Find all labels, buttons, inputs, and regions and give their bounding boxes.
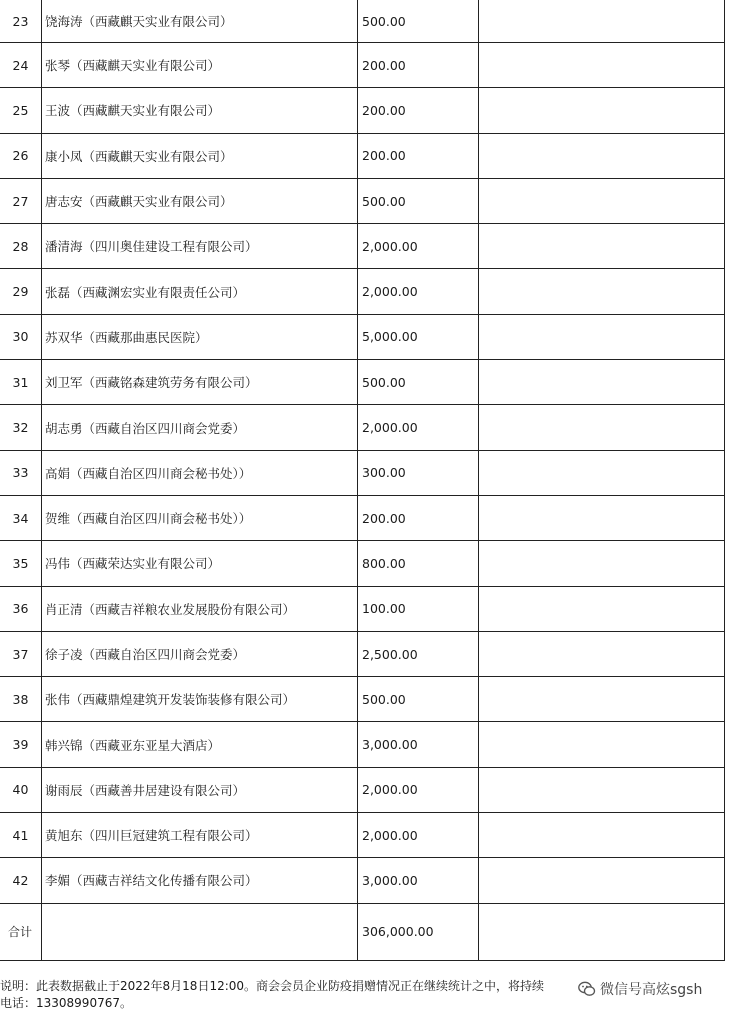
donor-name: 苏双华（西藏那曲惠民医院） <box>42 314 358 359</box>
row-number: 34 <box>0 495 42 540</box>
row-number: 28 <box>0 224 42 269</box>
table-row <box>0 858 725 903</box>
donor-name: 唐志安（西藏麒天实业有限公司） <box>42 178 358 223</box>
table-row <box>0 541 725 586</box>
table-row <box>0 495 725 540</box>
row-number: 26 <box>0 133 42 178</box>
row-number: 36 <box>0 586 42 631</box>
table-row <box>0 178 725 223</box>
remark-cell <box>479 269 725 314</box>
remark-cell <box>479 88 725 133</box>
donation-amount: 2,000.00 <box>358 224 479 269</box>
table-row <box>0 450 725 495</box>
remark-cell <box>479 722 725 767</box>
table-row <box>0 133 725 178</box>
donation-amount: 500.00 <box>358 178 479 223</box>
row-number: 38 <box>0 677 42 722</box>
wechat-watermark <box>578 978 702 1000</box>
donor-name: 李媚（西藏吉祥结文化传播有限公司） <box>42 858 358 903</box>
table-row <box>0 0 725 43</box>
donor-name: 胡志勇（西藏自治区四川商会党委） <box>42 405 358 450</box>
row-number: 37 <box>0 631 42 676</box>
donation-amount: 2,000.00 <box>358 269 479 314</box>
row-number: 40 <box>0 767 42 812</box>
donor-name: 韩兴锦（西藏亚东亚星大酒店） <box>42 722 358 767</box>
total-name-cell <box>42 903 358 960</box>
table-row <box>0 360 725 405</box>
row-number: 32 <box>0 405 42 450</box>
donor-name: 康小凤（西藏麒天实业有限公司） <box>42 133 358 178</box>
donation-amount: 2,000.00 <box>358 405 479 450</box>
donor-name: 王波（西藏麒天实业有限公司） <box>42 88 358 133</box>
donor-name: 谢雨辰（西藏善井居建设有限公司） <box>42 767 358 812</box>
remark-cell <box>479 360 725 405</box>
donation-amount: 200.00 <box>358 43 479 88</box>
donation-amount: 5,000.00 <box>358 314 479 359</box>
donor-name: 张琴（西藏麒天实业有限公司） <box>42 43 358 88</box>
remark-cell <box>479 858 725 903</box>
donation-amount: 100.00 <box>358 586 479 631</box>
donor-name: 张伟（西藏鼎煌建筑开发装饰装修有限公司） <box>42 677 358 722</box>
table-row <box>0 767 725 812</box>
row-number: 41 <box>0 813 42 858</box>
remark-cell <box>479 224 725 269</box>
row-number: 31 <box>0 360 42 405</box>
total-amount: 306,000.00 <box>358 903 479 960</box>
row-number: 27 <box>0 178 42 223</box>
donor-name: 潘清海（四川奥佳建设工程有限公司） <box>42 224 358 269</box>
donor-name: 黄旭东（四川巨冠建筑工程有限公司） <box>42 813 358 858</box>
table-row <box>0 314 725 359</box>
table-row <box>0 722 725 767</box>
table-row <box>0 43 725 88</box>
donation-amount: 2,000.00 <box>358 813 479 858</box>
table-row <box>0 631 725 676</box>
remark-cell <box>479 541 725 586</box>
remark-cell <box>479 631 725 676</box>
row-number: 35 <box>0 541 42 586</box>
donation-amount: 2,500.00 <box>358 631 479 676</box>
remark-cell <box>479 405 725 450</box>
row-number: 29 <box>0 269 42 314</box>
remark-cell <box>479 314 725 359</box>
donor-name: 冯伟（西藏荣达实业有限公司） <box>42 541 358 586</box>
remark-cell <box>479 767 725 812</box>
table-row <box>0 405 725 450</box>
row-number: 30 <box>0 314 42 359</box>
remark-cell <box>479 450 725 495</box>
donor-name: 徐子凌（西藏自治区四川商会党委） <box>42 631 358 676</box>
donation-amount: 2,000.00 <box>358 767 479 812</box>
remark-cell <box>479 586 725 631</box>
donation-amount: 500.00 <box>358 0 479 43</box>
row-number: 23 <box>0 0 42 43</box>
wechat-icon <box>578 981 596 997</box>
table-row <box>0 269 725 314</box>
donor-name: 肖正清（西藏吉祥粮农业发展股份有限公司） <box>42 586 358 631</box>
remark-cell <box>479 133 725 178</box>
donation-amount: 3,000.00 <box>358 858 479 903</box>
donor-name: 张磊（西藏渊宏实业有限责任公司） <box>42 269 358 314</box>
row-number: 33 <box>0 450 42 495</box>
donation-amount: 200.00 <box>358 495 479 540</box>
table-row <box>0 88 725 133</box>
row-number: 25 <box>0 88 42 133</box>
remark-cell <box>479 813 725 858</box>
remark-cell <box>479 43 725 88</box>
total-label: 合计 <box>0 903 42 960</box>
donation-amount: 500.00 <box>358 360 479 405</box>
table-row <box>0 224 725 269</box>
row-number: 24 <box>0 43 42 88</box>
remark-cell <box>479 495 725 540</box>
remark-cell <box>479 178 725 223</box>
row-number: 42 <box>0 858 42 903</box>
total-row <box>0 903 725 960</box>
table-row <box>0 586 725 631</box>
donation-amount: 200.00 <box>358 133 479 178</box>
watermark-text: 微信号高炫sgsh <box>600 982 703 998</box>
donor-name: 刘卫军（西藏铭森建筑劳务有限公司） <box>42 360 358 405</box>
remark-cell <box>479 0 725 43</box>
donation-amount: 200.00 <box>358 88 479 133</box>
donation-amount: 500.00 <box>358 677 479 722</box>
total-note-cell <box>479 903 725 960</box>
table-row <box>0 677 725 722</box>
donor-name: 饶海涛（西藏麒天实业有限公司） <box>42 0 358 43</box>
donation-amount: 800.00 <box>358 541 479 586</box>
footer-line-1: 说明：此表数据截止于2022年8月18日12:00。商会会员企业防疫捐赠情况正在继续统计之中，将持续 <box>0 979 545 993</box>
footer-line-2: 电话：13308990767。 <box>0 996 132 1010</box>
remark-cell <box>479 677 725 722</box>
donation-amount: 3,000.00 <box>358 722 479 767</box>
donor-name: 高娟（西藏自治区四川商会秘书处）） <box>42 450 358 495</box>
row-number: 39 <box>0 722 42 767</box>
donor-name: 贺维（西藏自治区四川商会秘书处）） <box>42 495 358 540</box>
donation-amount: 300.00 <box>358 450 479 495</box>
table-row <box>0 813 725 858</box>
